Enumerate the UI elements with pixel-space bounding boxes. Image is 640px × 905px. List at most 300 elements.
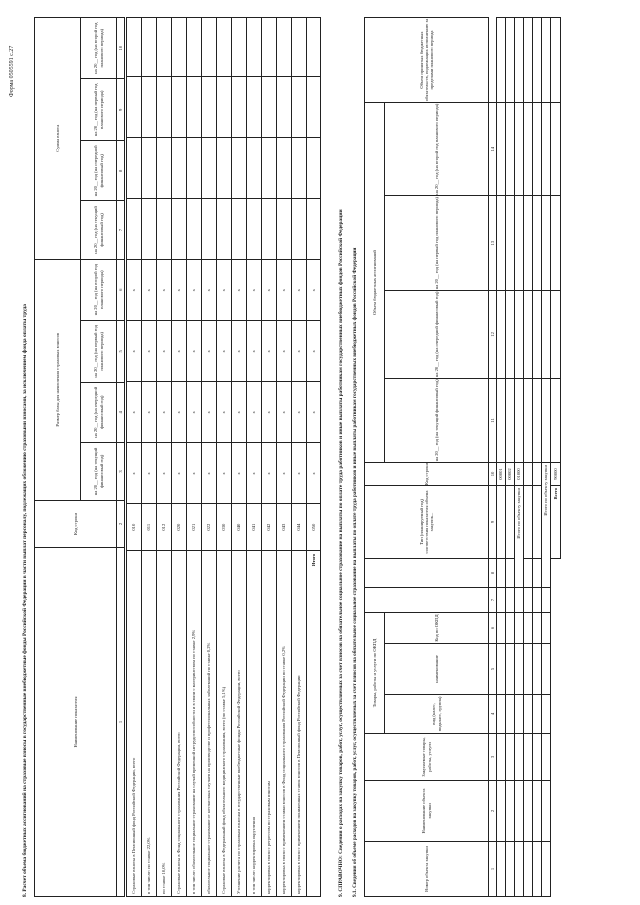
x-mark: x <box>187 321 202 382</box>
table-row <box>277 18 292 897</box>
value-cell <box>172 199 187 260</box>
section8-table <box>34 17 322 897</box>
value-cell <box>307 138 321 199</box>
value-cell <box>497 290 506 378</box>
value-cell <box>217 18 232 77</box>
x-mark: x <box>127 260 142 321</box>
value-cell <box>142 18 157 77</box>
value-cell <box>497 18 506 103</box>
col-number: 7 <box>489 588 497 613</box>
row-code: 042 <box>262 504 277 550</box>
table-row <box>247 18 262 897</box>
value-cell <box>506 695 515 734</box>
value-cell <box>187 18 202 77</box>
value-cell <box>542 613 551 644</box>
col-purchase-no-header: Номер объекта закупки <box>365 842 489 897</box>
value-cell <box>157 18 172 77</box>
value-cell <box>497 196 506 291</box>
value-cell <box>247 77 262 138</box>
section8-header <box>34 17 125 897</box>
value-cell <box>551 196 561 291</box>
total-row <box>307 18 321 897</box>
x-mark: x <box>262 382 277 443</box>
value-cell <box>542 644 551 695</box>
x-mark: x <box>172 260 187 321</box>
form-number: Форма 0505591 с.27 <box>9 45 15 97</box>
value-cell <box>232 199 247 260</box>
value-cell <box>533 290 542 378</box>
value-cell <box>142 199 157 260</box>
value-cell <box>187 138 202 199</box>
row-name: в том числе: по ставке 22,0% <box>142 550 157 896</box>
value-cell <box>202 18 217 77</box>
value-cell <box>497 781 506 842</box>
x-mark: x <box>232 382 247 443</box>
x-mark: x <box>187 260 202 321</box>
value-cell <box>497 588 506 613</box>
value-cell <box>515 18 524 103</box>
value-cell <box>232 18 247 77</box>
table-row <box>506 18 515 897</box>
value-cell <box>172 18 187 77</box>
x-mark: x <box>307 443 321 504</box>
section8-title: 8. Расчет объема бюджетных ассигнований на страховые взносы в государственные внебюджетные фонды Российской Федерации в части выплат персоналу, подлежащих обложению страховыми взносами, за исключением фонда оплаты труда <box>22 304 28 897</box>
x-mark: x <box>307 382 321 443</box>
rate-y1-header: на 20__ год (на очередной финансовый год) <box>81 382 117 442</box>
col-number: 5 <box>489 644 497 695</box>
value-cell <box>551 613 561 644</box>
value-cell <box>542 781 551 842</box>
x-mark: x <box>292 443 307 504</box>
value-cell <box>497 734 506 781</box>
col-kind-header: вид (класс, подкласс, группа) <box>385 695 489 734</box>
col-number: 9 <box>489 486 497 559</box>
row-name: Страховые взносы в Фонд социального страхования Российской Федерации, всего <box>172 550 187 896</box>
x-mark: x <box>262 321 277 382</box>
col-number: 12 <box>489 290 497 378</box>
x-mark: x <box>172 382 187 443</box>
x-mark: x <box>277 260 292 321</box>
value-cell <box>551 378 561 462</box>
table-row <box>292 18 307 897</box>
value-cell <box>542 588 551 613</box>
value-cell <box>497 378 506 462</box>
col-number: 3 <box>489 734 497 781</box>
value-cell <box>497 695 506 734</box>
value-cell <box>524 378 533 462</box>
x-mark: x <box>307 321 321 382</box>
total-code: 050 <box>307 504 321 550</box>
value-cell <box>262 18 277 77</box>
value-cell <box>551 644 561 695</box>
row-name: корректировка в связи с применением ставки взносов в Фонд социального страхования Российской Федерации по ставке 0,2% <box>277 550 292 896</box>
value-cell <box>524 196 533 291</box>
value-cell <box>277 138 292 199</box>
value-cell <box>202 199 217 260</box>
col-goods-group-header: Товары, работы и услуги по ОКПД <box>365 613 385 734</box>
table-row <box>217 18 232 897</box>
value-cell <box>172 77 187 138</box>
value-cell <box>506 644 515 695</box>
value-cell <box>506 842 515 897</box>
value-cell <box>497 486 506 559</box>
row-code: 010 <box>127 504 142 550</box>
value-cell <box>551 781 561 842</box>
col-okpd-name-header: наименование <box>385 644 489 695</box>
value-cell <box>533 613 542 644</box>
row-code: 00001 <box>497 463 506 486</box>
x-mark: x <box>262 443 277 504</box>
x-mark: x <box>247 321 262 382</box>
col-budget-group-header: Объем бюджетных ассигнований <box>365 103 385 463</box>
value-cell <box>524 559 533 588</box>
col-blank2-header <box>365 559 489 588</box>
col-number: 5 <box>117 320 125 382</box>
value-cell <box>542 378 551 462</box>
col-number: 14 <box>489 103 497 196</box>
value-cell <box>506 103 515 196</box>
value-cell <box>127 18 142 77</box>
x-mark: x <box>277 321 292 382</box>
col-number: 6 <box>117 259 125 320</box>
x-mark: x <box>142 260 157 321</box>
col-name-header: Наименование показателя <box>35 548 117 897</box>
value-cell <box>262 77 277 138</box>
value-cell <box>292 77 307 138</box>
value-cell <box>533 842 542 897</box>
value-cell <box>515 842 524 897</box>
table-row <box>127 18 142 897</box>
table-row <box>524 18 533 897</box>
x-mark: x <box>142 382 157 443</box>
value-cell <box>524 588 533 613</box>
value-cell <box>533 18 542 103</box>
x-mark: x <box>172 443 187 504</box>
budget-y3-header: на 20__ год (на второй год планового периода) <box>385 103 489 196</box>
col-okved-header: Закупаемые товары, работы, услуги <box>365 734 489 781</box>
x-mark: x <box>142 443 157 504</box>
budget-y0-header: на 20__ год (на текущий финансовый год) <box>385 378 489 462</box>
col-number: 6 <box>489 613 497 644</box>
row-name: Страховые взносы в Пенсионный фонд Российской Федерации, всего <box>127 550 142 896</box>
x-mark: x <box>127 382 142 443</box>
row-name: в том числе: обязательное социальное страхование на случай временной нетрудоспособности и в связи с материнством по ставке 2,9% <box>187 550 202 896</box>
value-cell <box>524 613 533 644</box>
x-mark: x <box>247 443 262 504</box>
x-mark: x <box>142 321 157 382</box>
value-cell <box>217 138 232 199</box>
value-cell <box>277 18 292 77</box>
value-cell <box>232 77 247 138</box>
col-purchase-name-header: Наименование объекта закупки <box>365 781 489 842</box>
value-cell <box>551 290 561 378</box>
value-cell <box>524 290 533 378</box>
value-cell <box>187 77 202 138</box>
row-code: 00002 <box>506 463 515 486</box>
value-cell <box>506 378 515 462</box>
value-cell <box>533 734 542 781</box>
x-mark: x <box>217 321 232 382</box>
value-cell <box>497 103 506 196</box>
x-mark: x <box>292 382 307 443</box>
row-code: 040 <box>232 504 247 550</box>
value-cell <box>515 734 524 781</box>
value-cell <box>497 644 506 695</box>
row-code: 044 <box>292 504 307 550</box>
x-mark: x <box>202 321 217 382</box>
value-cell <box>262 138 277 199</box>
table-row <box>497 18 506 897</box>
x-mark: x <box>157 321 172 382</box>
x-mark: x <box>187 382 202 443</box>
x-mark: x <box>172 321 187 382</box>
col-number: 9 <box>117 79 125 141</box>
value-cell <box>247 199 262 260</box>
value-cell <box>515 613 524 644</box>
x-mark: x <box>127 321 142 382</box>
col-code-header: Код строки <box>35 501 117 548</box>
x-mark: x <box>292 260 307 321</box>
col-number: 3 <box>117 442 125 500</box>
x-mark: x <box>277 443 292 504</box>
col-total-header: Объем принятых бюджетных обязательств, подлежащих исполнению за пределами планового периода <box>365 18 489 103</box>
col-blank-header <box>365 588 489 613</box>
row-code: 021 <box>187 504 202 550</box>
rate-y2-header: на 20__ год (на первый год планового периода) <box>81 320 117 382</box>
x-mark: x <box>292 321 307 382</box>
value-cell <box>542 734 551 781</box>
value-cell <box>524 463 533 486</box>
rate-y0-header: на 20__ год (на текущий финансовый год) <box>81 442 117 500</box>
value-cell <box>506 734 515 781</box>
value-cell <box>232 138 247 199</box>
value-cell <box>533 463 542 486</box>
row-name: корректировка в связи с регрессом по страховым взносам <box>262 550 277 896</box>
section9-title: 9. СПРАВОЧНО: Сведения о расходах на закупку товаров, работ, услуг, осуществляемых за счет взносов на обязательное социальное страхование на выплаты по оплате труда работников и иные выплаты работникам государственных внебюджетных фондов Российской Федерации <box>338 209 344 897</box>
group-sum-header: Сумма взноса <box>35 18 81 260</box>
value-cell <box>277 199 292 260</box>
value-cell <box>533 196 542 291</box>
value-cell <box>524 18 533 103</box>
col-number: 10 <box>117 18 125 79</box>
value-cell <box>524 103 533 196</box>
value-cell <box>551 18 561 103</box>
subtotal-label: Итого по объекту закупки <box>515 486 524 588</box>
col-number: 4 <box>117 382 125 442</box>
value-cell <box>157 138 172 199</box>
x-mark: x <box>232 443 247 504</box>
x-mark: x <box>232 260 247 321</box>
table-row <box>187 18 202 897</box>
col-okpd-code-header: Код по ОКПД <box>385 613 489 644</box>
value-cell <box>307 199 321 260</box>
value-cell <box>307 18 321 77</box>
value-cell <box>542 290 551 378</box>
value-cell <box>506 588 515 613</box>
col-number: 8 <box>489 559 497 588</box>
value-cell <box>533 486 542 559</box>
x-mark: x <box>307 260 321 321</box>
value-cell <box>542 695 551 734</box>
table-row <box>262 18 277 897</box>
value-cell <box>551 588 561 613</box>
total-label: Итого <box>307 550 321 896</box>
value-cell <box>497 613 506 644</box>
row-code: 041 <box>247 504 262 550</box>
col-number: 7 <box>117 201 125 259</box>
x-mark: x <box>262 260 277 321</box>
value-cell <box>515 290 524 378</box>
value-cell <box>506 18 515 103</box>
value-cell <box>533 103 542 196</box>
value-cell <box>551 734 561 781</box>
value-cell <box>127 77 142 138</box>
value-cell <box>515 588 524 613</box>
col-number: 2 <box>117 501 125 548</box>
value-cell <box>506 781 515 842</box>
value-cell <box>292 199 307 260</box>
row-code: 020 <box>172 504 187 550</box>
table-row <box>515 18 524 897</box>
value-cell <box>506 196 515 291</box>
value-cell <box>533 588 542 613</box>
sum-y1-header: на 20__ год (на очередной финансовый год) <box>81 141 117 201</box>
budget-y1-header: на 20__ год (на очередной финансовый год) <box>385 290 489 378</box>
budget-y2-header: на 20__ год (на первый год планового периода) <box>385 196 489 291</box>
table-row <box>551 18 561 897</box>
col-contract-type-header: Тип (планируемый год) соответствия показателя объема закупок... <box>365 486 489 559</box>
value-cell <box>506 486 515 559</box>
value-cell <box>157 199 172 260</box>
value-cell <box>524 734 533 781</box>
col-number: 8 <box>117 141 125 201</box>
value-cell <box>524 695 533 734</box>
x-mark: x <box>217 382 232 443</box>
col-number: 1 <box>489 842 497 897</box>
value-cell <box>506 290 515 378</box>
subtotal-code: 01000 <box>515 463 524 486</box>
value-cell <box>172 138 187 199</box>
table-row <box>542 18 551 897</box>
value-cell <box>217 77 232 138</box>
x-mark: x <box>187 443 202 504</box>
x-mark: x <box>247 260 262 321</box>
value-cell <box>515 196 524 291</box>
value-cell <box>262 199 277 260</box>
value-cell <box>524 842 533 897</box>
value-cell <box>202 77 217 138</box>
grand-total-label: Всего <box>551 486 561 559</box>
value-cell <box>497 559 506 588</box>
value-cell <box>551 842 561 897</box>
subtotal2-label: Итого по объекту закупки <box>542 463 551 588</box>
value-cell <box>277 77 292 138</box>
value-cell <box>142 138 157 199</box>
value-cell <box>533 378 542 462</box>
value-cell <box>515 781 524 842</box>
row-name: в том числе: корректировка округления <box>247 550 262 896</box>
value-cell <box>515 644 524 695</box>
value-cell <box>515 378 524 462</box>
sum-y3-header: на 20__ год (на второй год планового периода) <box>81 18 117 79</box>
x-mark: x <box>127 443 142 504</box>
value-cell <box>533 559 542 588</box>
value-cell <box>542 842 551 897</box>
value-cell <box>515 103 524 196</box>
section9-table <box>364 17 626 897</box>
x-mark: x <box>247 382 262 443</box>
value-cell <box>497 842 506 897</box>
sum-y0-header: на 20__ год (на текущий финансовый год) <box>81 201 117 259</box>
value-cell <box>533 695 542 734</box>
value-cell <box>506 559 515 588</box>
x-mark: x <box>232 321 247 382</box>
row-name: Уточнение расчета по страховым взносам в государственные внебюджетные фонды Российской Федерации, всего <box>232 550 247 896</box>
table-row <box>142 18 157 897</box>
col-number: 10 <box>489 463 497 486</box>
x-mark: x <box>202 443 217 504</box>
row-code: 012 <box>157 504 172 550</box>
value-cell <box>247 18 262 77</box>
value-cell <box>127 138 142 199</box>
x-mark: x <box>157 382 172 443</box>
value-cell <box>217 199 232 260</box>
value-cell <box>524 486 533 559</box>
row-code: 022 <box>202 504 217 550</box>
value-cell <box>533 644 542 695</box>
row-name: по ставке 10,0% <box>157 550 172 896</box>
value-cell <box>551 695 561 734</box>
value-cell <box>157 77 172 138</box>
value-cell <box>515 695 524 734</box>
value-cell <box>551 103 561 196</box>
x-mark: x <box>202 260 217 321</box>
table-row <box>172 18 187 897</box>
value-cell <box>542 103 551 196</box>
grand-total-code: 90000 <box>551 463 561 486</box>
value-cell <box>551 559 561 588</box>
table-row <box>533 18 542 897</box>
col-number: 11 <box>489 378 497 462</box>
group-rate-header: Размер базы для начисления страховых взносов <box>35 259 81 500</box>
value-cell <box>292 18 307 77</box>
value-cell <box>127 199 142 260</box>
row-name: корректировка в связи с применением пониженных ставок взносов в Пенсионный фонд Российской Федерации <box>292 550 307 896</box>
section9-grid <box>364 17 561 897</box>
sum-y2-header: на 20__ год (на первый год планового периода) <box>81 79 117 141</box>
value-cell <box>187 199 202 260</box>
x-mark: x <box>157 260 172 321</box>
col-number: 13 <box>489 196 497 291</box>
col-number: 1 <box>117 548 125 897</box>
x-mark: x <box>157 443 172 504</box>
value-cell <box>542 196 551 291</box>
row-code: 011 <box>142 504 157 550</box>
row-code: 043 <box>277 504 292 550</box>
section8-body <box>126 17 321 897</box>
value-cell <box>524 644 533 695</box>
row-code: 030 <box>217 504 232 550</box>
value-cell <box>524 781 533 842</box>
table-row <box>157 18 172 897</box>
value-cell <box>142 77 157 138</box>
col-number: 2 <box>489 781 497 842</box>
rate-y3-header: на 20__ год (на второй год планового периода) <box>81 259 117 320</box>
value-cell <box>307 77 321 138</box>
col-code9-header: Код строки <box>365 463 489 486</box>
row-name: Страховые взносы в Федеральный фонд обязательного медицинского страхования, всего (по ставке 5,1%) <box>217 550 232 896</box>
section9-subtitle: 9.1. Сведения об объеме расходов на закупку товаров, работ, услуг, осуществляемых за счет взносов на обязательное социальное страхование на выплаты по оплате труда работников и иные выплаты работникам государственных внебюджетных фондов Российской Федерации <box>352 247 358 897</box>
